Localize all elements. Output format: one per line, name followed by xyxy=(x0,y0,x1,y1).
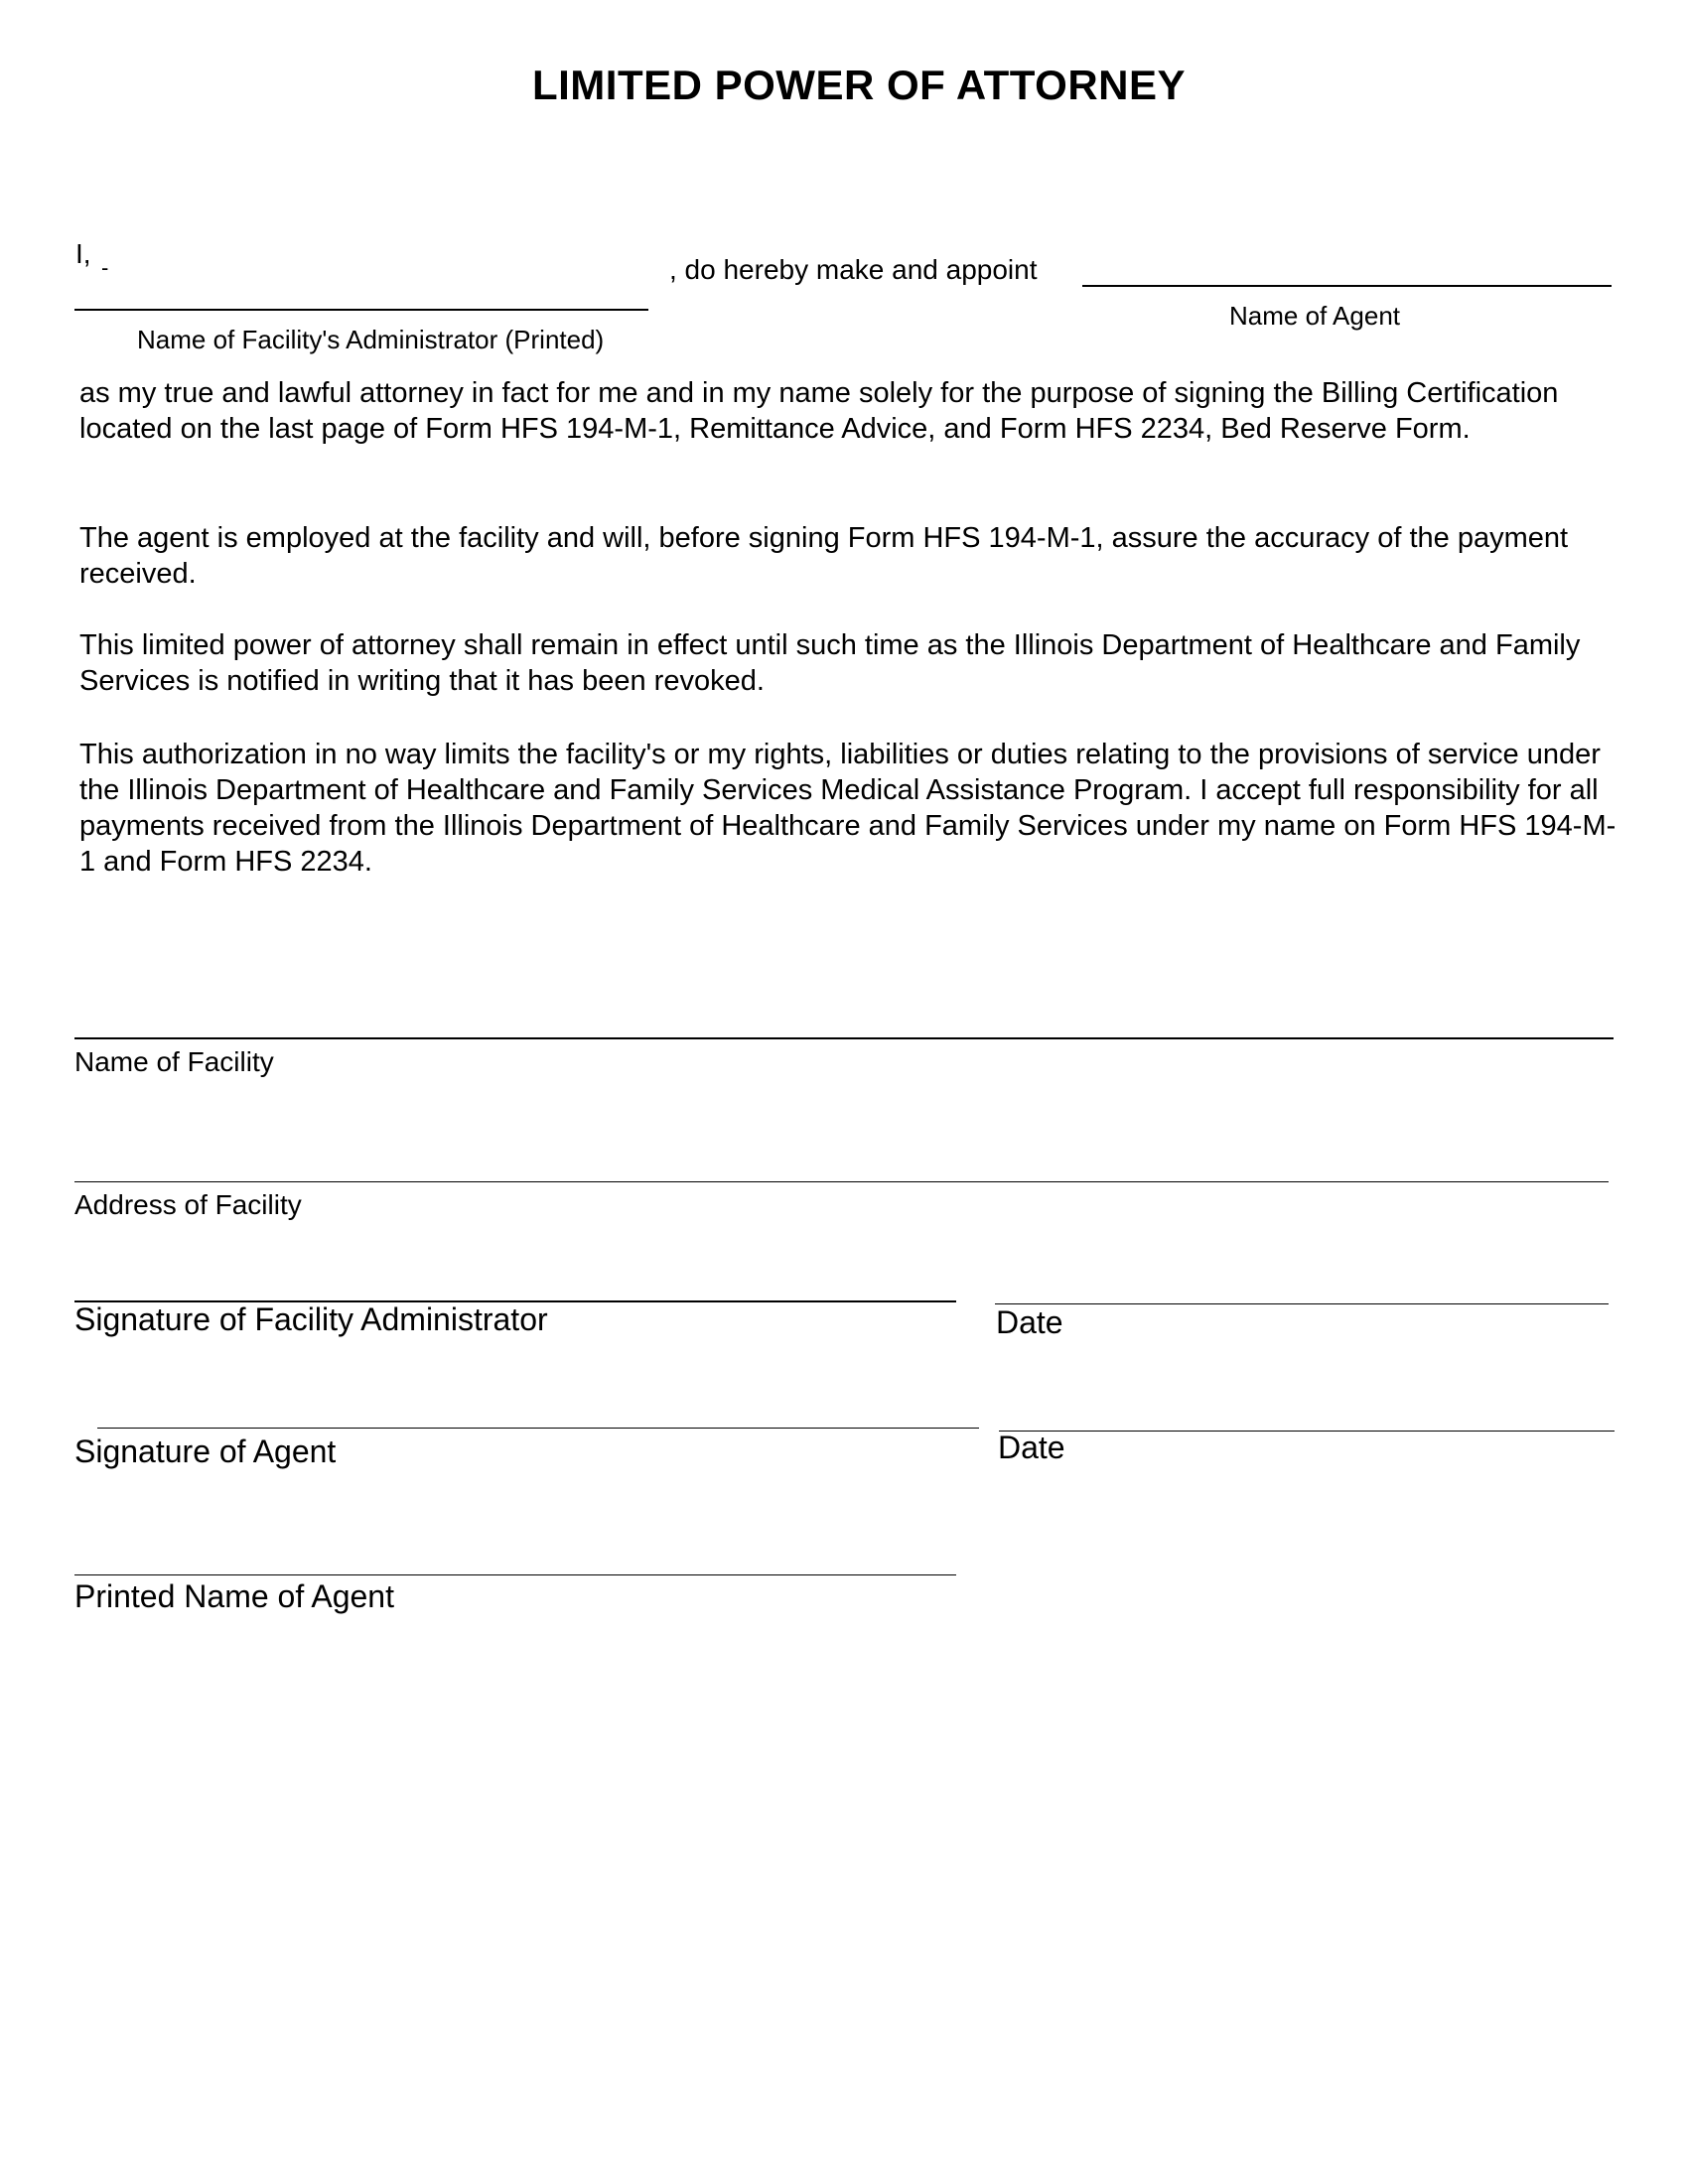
facility-name-line xyxy=(74,1037,1614,1039)
facility-address-input[interactable] xyxy=(77,1140,1603,1179)
agent-date-line xyxy=(999,1431,1615,1432)
appoint-prefix: I, xyxy=(75,238,91,269)
agent-printed-name-input[interactable] xyxy=(77,1533,951,1572)
facility-address-label: Address of Facility xyxy=(74,1189,302,1220)
agent-printed-name-line xyxy=(74,1574,956,1575)
facility-address-line xyxy=(74,1181,1609,1182)
appoint-middle-text: , do hereby make and appoint xyxy=(669,254,1038,285)
agent-signature-line xyxy=(97,1428,979,1429)
admin-date-label: Date xyxy=(996,1304,1063,1340)
admin-date-input[interactable] xyxy=(997,1262,1605,1301)
agent-printed-name-label: Printed Name of Agent xyxy=(74,1578,394,1614)
facility-name-input[interactable] xyxy=(77,995,1607,1034)
agent-signature-input[interactable] xyxy=(99,1386,975,1426)
paragraph-purpose: as my true and lawful attorney in fact for me and in my name solely for the purpose of signing the Billing Certification located on the last page of Form HFS 194-M-1, Remittance Advice, and Form HFS 2234, Bed Reserve Form. xyxy=(79,377,1559,445)
paragraph-effect-duration: This limited power of attorney shall remain in effect until such time as the Illinois Department of Healthcare and Family Services is notified in writing that it has been revoked. xyxy=(79,629,1581,697)
admin-date-line xyxy=(995,1303,1609,1304)
administrator-name-line xyxy=(74,309,648,311)
agent-date-input[interactable] xyxy=(1001,1389,1611,1429)
paragraph-agent-employment: The agent is employed at the facility and will, before signing Form HFS 194-M-1, assure the accuracy of the payment received. xyxy=(79,522,1569,590)
administrator-name-input[interactable] xyxy=(79,266,645,306)
administrator-name-label: Name of Facility's Administrator (Printed) xyxy=(137,325,605,354)
paragraph-authorization: This authorization in no way limits the facility's or my rights, liabilities or duties relating to the provisions of service under the Illinois Department of Healthcare and Family Services Medical Assistance Program. I accept full responsibility for all payments received from the Illinois Department of Healthcare and Family Services under my name on Form HFS 194-M-1 and Form HFS 2234. xyxy=(79,739,1617,878)
agent-name-label: Name of Agent xyxy=(1229,301,1400,331)
appoint-dash: - xyxy=(101,255,109,280)
document-title: LIMITED POWER OF ATTORNEY xyxy=(531,62,1187,108)
agent-signature-label: Signature of Agent xyxy=(74,1433,337,1469)
facility-name-label: Name of Facility xyxy=(74,1046,274,1077)
admin-signature-label: Signature of Facility Administrator xyxy=(74,1301,548,1337)
admin-signature-input[interactable] xyxy=(77,1259,951,1298)
agent-date-label: Date xyxy=(998,1430,1065,1465)
agent-name-input[interactable] xyxy=(1084,244,1611,284)
agent-name-line xyxy=(1082,285,1612,287)
